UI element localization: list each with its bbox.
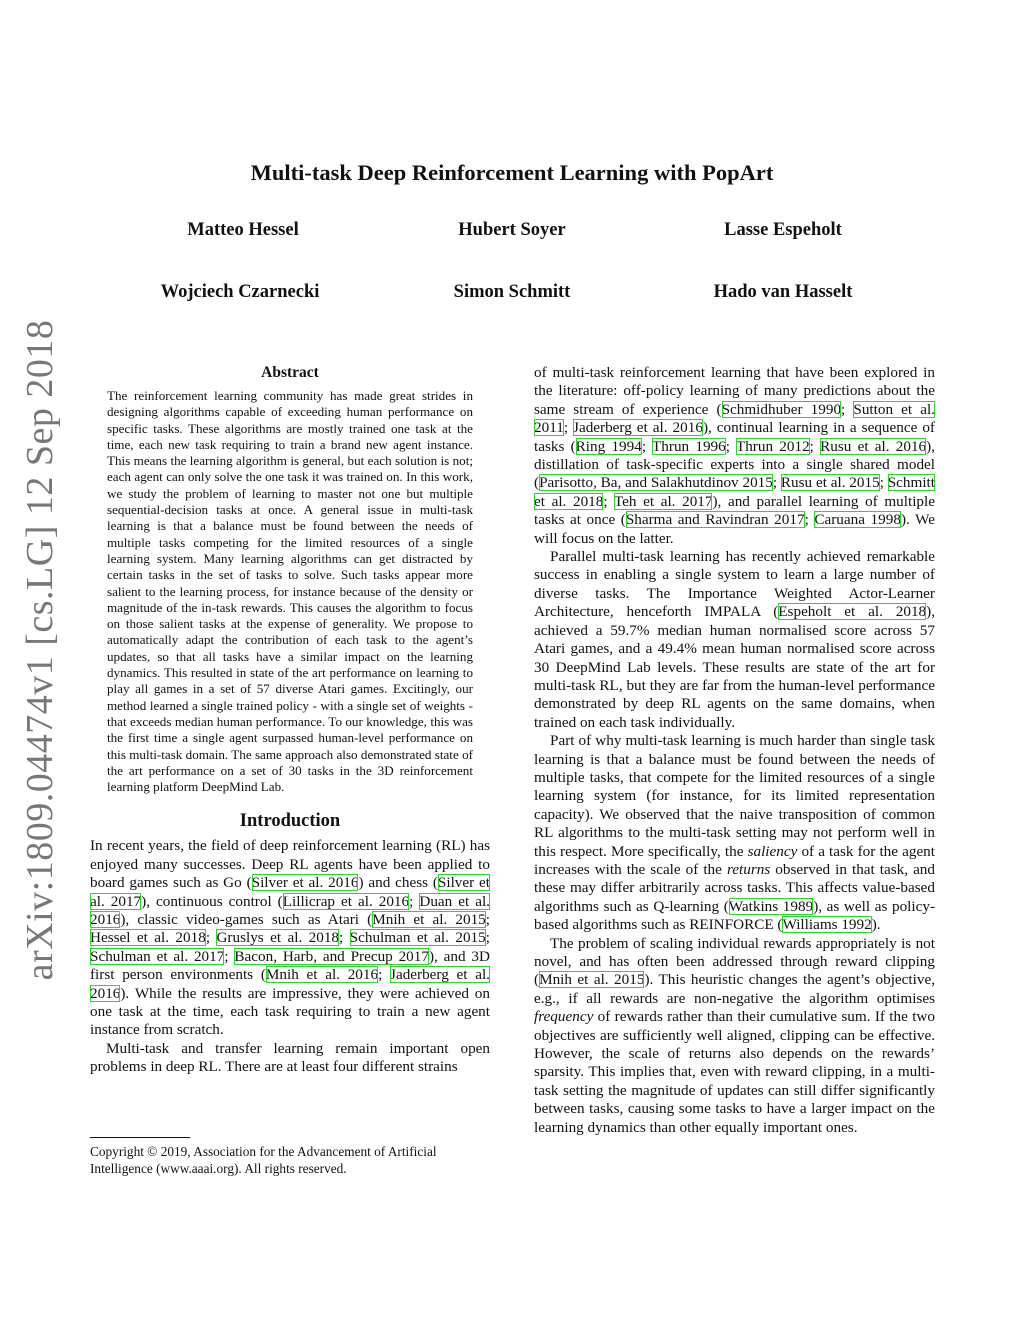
author-name: Hubert Soyer — [458, 220, 566, 240]
citation-link[interactable]: Thrun 2012 — [735, 437, 810, 455]
copyright-symbol: © — [147, 1144, 158, 1159]
citation-link[interactable]: Mnih et al. 2015 — [372, 911, 486, 929]
citation-link[interactable]: Jaderberg et al. 2016 — [573, 419, 703, 437]
author-name: Hado van Hasselt — [713, 282, 853, 302]
author-name: Simon Schmitt — [453, 282, 571, 302]
left-column — [90, 364, 490, 1077]
citation-link[interactable]: Mnih et al. 2016 — [265, 966, 379, 984]
arxiv-id: arXiv:1809.04474v1 [cs.LG] 12 Sep 2018 — [19, 319, 61, 981]
arxiv-stamp — [10, 319, 70, 981]
citation-link[interactable]: Schulman et al. 2015 — [349, 929, 486, 947]
citation-link[interactable]: Sutton et al. 2011 — [534, 400, 935, 437]
citation-link[interactable]: Schulman et al. 2017 — [90, 947, 225, 965]
emphasis: saliency — [747, 842, 798, 860]
introduction-heading: Introduction — [239, 811, 341, 832]
citation-link[interactable]: Jaderberg et al. 2016 — [90, 966, 490, 1002]
citation-link[interactable]: Silver et al. 2017 — [90, 874, 490, 910]
citation-link[interactable]: Bacon, Harb, and Precup 2017 — [234, 947, 429, 965]
citation-link[interactable]: Caruana 1998 — [814, 511, 901, 529]
author-name: Matteo Hessel — [187, 220, 299, 240]
citation-link[interactable]: Mnih et al. 2015 — [539, 971, 645, 989]
citation-link[interactable]: Hessel et al. 2018 — [90, 929, 206, 947]
right-paragraph-4: The problem of scaling individual rewards appropriately is not novel, and has often been addressed through reward clipping (Mnih et al. 2015). This heuristic changes the agent’s objective, e.g., if all rewards are non-negative the algorithm optimises frequency of rewards rather than their cumulative sum. If the two objectives are sufficiently well aligned, clipping can be effective. However, the scale of returns also depends on the rewards’ sparsity. This implies that, even with reward clipping, in a multi-task setting the magnitude of updates can still differ significantly between tasks, causing some tasks to have a larger impact on the learning dynamics than other equally important ones. — [534, 934, 935, 1136]
right-paragraph-3: Part of why multi-task learning is much harder than single task learning is that a balance must be found between the needs of multiple tasks, that compete for the limited resources of a single learning system (for instance, for its limited representation capacity). We observed that the naive transposition of common RL algorithms to the multi-task setting may not perform well in this respect. More specifically, the saliency of a task for the agent increases with the scale of the returns observed in that task, and these may differ arbitrarily across tasks. This affects value-based algorithms such as Q-learning (Watkins 1989), as well as policy-based algorithms such as REINFORCE (Williams 1992). — [534, 732, 935, 934]
citation-link[interactable]: Silver et al. 2016 — [251, 874, 359, 892]
abstract-text: The reinforcement learning community has made great strides in designing algorithms capable of exceeding human performance on specific tasks. These algorithms are mostly trained one task at the time, each new task requiring to train a brand new agent instance. This means the learning algorithm is general, but each solution is not; each agent can only solve the one task it was trained on. In this work, we study the problem of learning to master not one but multiple sequential-decision tasks at once. A general issue in multi-task learning is that a balance must be found between the needs of multiple tasks competing for the limited resources of a single learning system. Many learning algorithms can get distracted by certain tasks in the set of tasks to solve. Such tasks appear more salient to the learning process, for instance because of the density or magnitude of the in-task rewards. This causes the algorithm to focus on those salient tasks at the expense of generality. We propose to automatically adapt the contribution of each task to the agent’s updates, so that all tasks have a similar impact on the learning dynamics. This resulted in state of the art performance on learning to play all games in a set of 57 diverse Atari games. Excitingly, our method learned a single trained policy - with a single set of weights - that exceeds median human performance. To our knowledge, this was the first time a single agent surpassed human-level performance on this multi-task domain. The same approach also demonstrated state of the art performance on a set of 30 tasks in the 3D reinforcement learning platform DeepMind Lab. — [107, 388, 473, 795]
citation-link[interactable]: Williams 1992 — [782, 916, 872, 934]
emphasis: returns — [726, 860, 771, 878]
intro-paragraph-2: Multi-task and transfer learning remain important open problems in deep RL. There are at least four different strains — [90, 1039, 490, 1076]
citation-link[interactable]: Teh et al. 2017 — [613, 492, 713, 510]
citation-link[interactable]: Watkins 1989 — [728, 897, 814, 915]
copyright-footnote: Copyright © 2019, Association for the Advancement of Artificial Intelligence (www.aaai.org). All rights reserved. — [90, 1137, 490, 1177]
citation-link[interactable]: Lillicrap et al. 2016 — [282, 892, 410, 910]
citation-link[interactable]: Ring 1994 — [575, 437, 642, 455]
citation-link[interactable]: Duan et al. 2016 — [90, 892, 490, 929]
footnote-rule — [90, 1137, 190, 1138]
right-paragraph-1: of multi-task reinforcement learning that have been explored in the literature: off-policy learning of many predictions about the same stream of experience (Schmidhuber 1990; Sutton et al. 2011; Jaderberg et al. 2016), continual learning in a sequence of tasks (Ring 1994; Thrun 1996; Thrun 2012; Rusu et al. 2016), distillation of task-specific experts into a single shared model (Parisotto, Ba, and Salakhutdinov 2015; Rusu et al. 2015; Schmitt et al. 2018; Teh et al. 2017), and parallel learning of multiple tasks at once (Sharma and Ravindran 2017; Caruana 1998). We will focus on the latter. — [534, 364, 935, 547]
citation-link[interactable]: Rusu et al. 2016 — [820, 437, 927, 455]
paper-title: Multi-task Deep Reinforcement Learning with PopArt — [250, 160, 774, 185]
citation-link[interactable]: Thrun 1996 — [652, 437, 726, 455]
citation-link[interactable]: Schmitt et al. 2018 — [534, 474, 935, 510]
citation-link[interactable]: Espeholt et al. 2018 — [778, 603, 927, 621]
citation-link[interactable]: Sharma and Ravindran 2017 — [625, 511, 805, 529]
author-name: Lasse Espeholt — [724, 220, 842, 240]
right-paragraph-2: Parallel multi-task learning has recently achieved remarkable success in enabling a single system to learn a large number of diverse tasks. The Importance Weighted Actor-Learner Architecture, henceforth IMPALA (Espeholt et al. 2018), achieved a 59.7% median human normalised score across 57 Atari games, and a 49.4% mean human normalised score across 30 DeepMind Lab levels. These results are state of the art for multi-task RL, but they are far from the human-level performance demonstrated by deep RL agents on the same domains, when trained on each task individually. — [534, 548, 935, 731]
right-column — [534, 364, 935, 1137]
citation-link[interactable]: Schmidhuber 1990 — [721, 400, 842, 418]
author-name: Wojciech Czarnecki — [160, 282, 320, 302]
abstract-heading: Abstract — [261, 364, 319, 381]
citation-link[interactable]: Gruslys et al. 2018 — [216, 929, 340, 947]
intro-paragraph-1: In recent years, the field of deep reinforcement learning (RL) has enjoyed many successes. Deep RL agents have been applied to board games such as Go (Silver et al. 2016) and chess (Silver et al. 2017), continuous control (Lillicrap et al. 2016; Duan et al. 2016), classic video-games such as Atari (Mnih et al. 2015; Hessel et al. 2018; Gruslys et al. 2018; Schulman et al. 2015; Schulman et al. 2017; Bacon, Harb, and Precup 2017), and 3D first person environments (Mnih et al. 2016; Jaderberg et al. 2016). While the results are impressive, they were achieved on one task at the time, each task requiring to train a new agent instance from scratch. — [90, 837, 490, 1039]
emphasis: frequency — [534, 1008, 594, 1026]
citation-link[interactable]: Rusu et al. 2015 — [780, 474, 880, 492]
citation-link[interactable]: Parisotto, Ba, and Salakhutdinov 2015 — [539, 474, 773, 492]
